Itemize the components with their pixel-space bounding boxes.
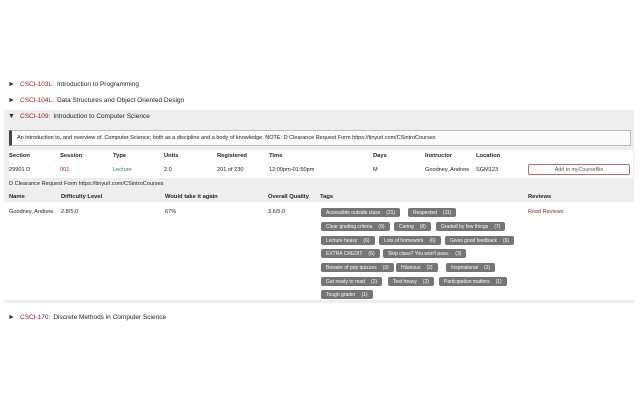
tag-chip: Hilarious (2) bbox=[396, 263, 438, 272]
tag-chip: Beware of pop quizzes (3) bbox=[321, 263, 394, 272]
chevron-down-icon: ▼ bbox=[8, 112, 15, 120]
course-description bbox=[9, 130, 631, 146]
header-take-again: Would take it again bbox=[165, 194, 218, 200]
chevron-right-icon: ► bbox=[8, 80, 15, 88]
cell-time: 12:00pm-01:50pm bbox=[269, 167, 315, 173]
tag-chip: Tough grader (1) bbox=[321, 290, 373, 299]
course-title: Discrete Methods in Computer Science bbox=[53, 313, 167, 321]
course-code: CSCI-170: bbox=[20, 313, 51, 321]
tag-chip: Clear grading criteria (9) bbox=[321, 222, 390, 231]
professor-table-header bbox=[4, 192, 634, 202]
course-code: CSCI-104L: bbox=[20, 96, 54, 104]
header-instructor: Instructor bbox=[425, 153, 453, 159]
tag-chip: Lots of homework (6) bbox=[379, 236, 441, 245]
tag-chip: Inspirational (2) bbox=[446, 263, 495, 272]
header-quality: Overall Quality bbox=[268, 194, 309, 200]
chevron-right-icon: ► bbox=[8, 96, 15, 104]
header-days: Days bbox=[373, 153, 387, 159]
tag-chip: Graded by few things (7) bbox=[436, 222, 505, 231]
tag-chip: EXTRA CREDIT (5) bbox=[321, 249, 380, 258]
cell-quality: 3.6/5.0 bbox=[268, 209, 286, 215]
header-time: Time bbox=[269, 153, 283, 159]
header-units: Units bbox=[164, 153, 179, 159]
header-session: Session bbox=[60, 153, 83, 159]
professor-table-row bbox=[4, 202, 634, 300]
course-code: CSCI-109: bbox=[20, 112, 51, 120]
tag-chip: Participation matters (1) bbox=[439, 277, 507, 286]
course-title: Data Structures and Object Oriented Design bbox=[56, 96, 185, 104]
read-reviews-link[interactable]: Read Reviews bbox=[528, 209, 564, 215]
header-tags: Tags bbox=[320, 194, 334, 200]
cell-prof-name: Goodney, Andrew bbox=[9, 209, 54, 215]
header-section: Section bbox=[9, 153, 30, 159]
course-title: Introduction to Computer Science bbox=[53, 112, 150, 120]
cell-location: SGM123 bbox=[476, 167, 499, 173]
chevron-right-icon: ► bbox=[8, 313, 15, 321]
header-name: Name bbox=[9, 194, 25, 200]
cell-type: Lecture bbox=[113, 167, 132, 173]
section-table bbox=[9, 150, 633, 178]
cell-days: M bbox=[373, 167, 378, 173]
course-row-csci-104l[interactable] bbox=[8, 94, 184, 106]
tag-chip: Get ready to read (2) bbox=[321, 277, 382, 286]
tag-chip: Lecture heavy (6) bbox=[321, 236, 375, 245]
tag-chip: Test heavy (2) bbox=[388, 277, 434, 286]
course-title: Introduction to Programming bbox=[56, 80, 139, 88]
header-location: Location bbox=[476, 153, 501, 159]
header-registered: Registered bbox=[217, 153, 247, 159]
cell-session-link[interactable]: 001 bbox=[60, 167, 70, 173]
cell-units: 2.0 bbox=[164, 167, 172, 173]
tag-chip: Caring (8) bbox=[394, 222, 431, 231]
cell-difficulty: 2.8/5.0 bbox=[61, 209, 79, 215]
course-code: CSCI-103L: bbox=[20, 80, 54, 88]
cell-registered: 201 of 230 bbox=[217, 167, 244, 173]
cell-take-again: 67% bbox=[165, 209, 177, 215]
add-to-coursebin-button[interactable]: Add to myCourseBin bbox=[528, 164, 630, 175]
tag-chip: Gives good feedback (6) bbox=[445, 236, 514, 245]
course-row-csci-103l[interactable] bbox=[8, 78, 139, 90]
cell-section: 29901 D bbox=[9, 167, 31, 173]
course-row-csci-170[interactable] bbox=[8, 311, 166, 323]
tag-chip: Accessible outside class (21) bbox=[321, 208, 400, 217]
cell-instructor: Goodney, Andrew bbox=[425, 167, 470, 173]
course-row-csci-109[interactable] bbox=[8, 110, 150, 122]
tag-chip: Respected (11) bbox=[408, 208, 456, 217]
header-difficulty: Difficulty Level bbox=[61, 194, 103, 200]
section-note: D Clearance Request Form https://tinyurl.com/CSintroCourses bbox=[9, 181, 164, 187]
header-type: Type bbox=[113, 153, 127, 159]
course-description-text: An introduction to, and overview of, Computer Science; both as a discipline and a body of knowledge. NOTE: D Clearance Request Form https://tinyurl.com/CSintroCourses bbox=[17, 135, 436, 141]
tag-chip: Skip class? You won't pass. (3) bbox=[383, 249, 466, 258]
header-reviews: Reviews bbox=[528, 194, 552, 200]
